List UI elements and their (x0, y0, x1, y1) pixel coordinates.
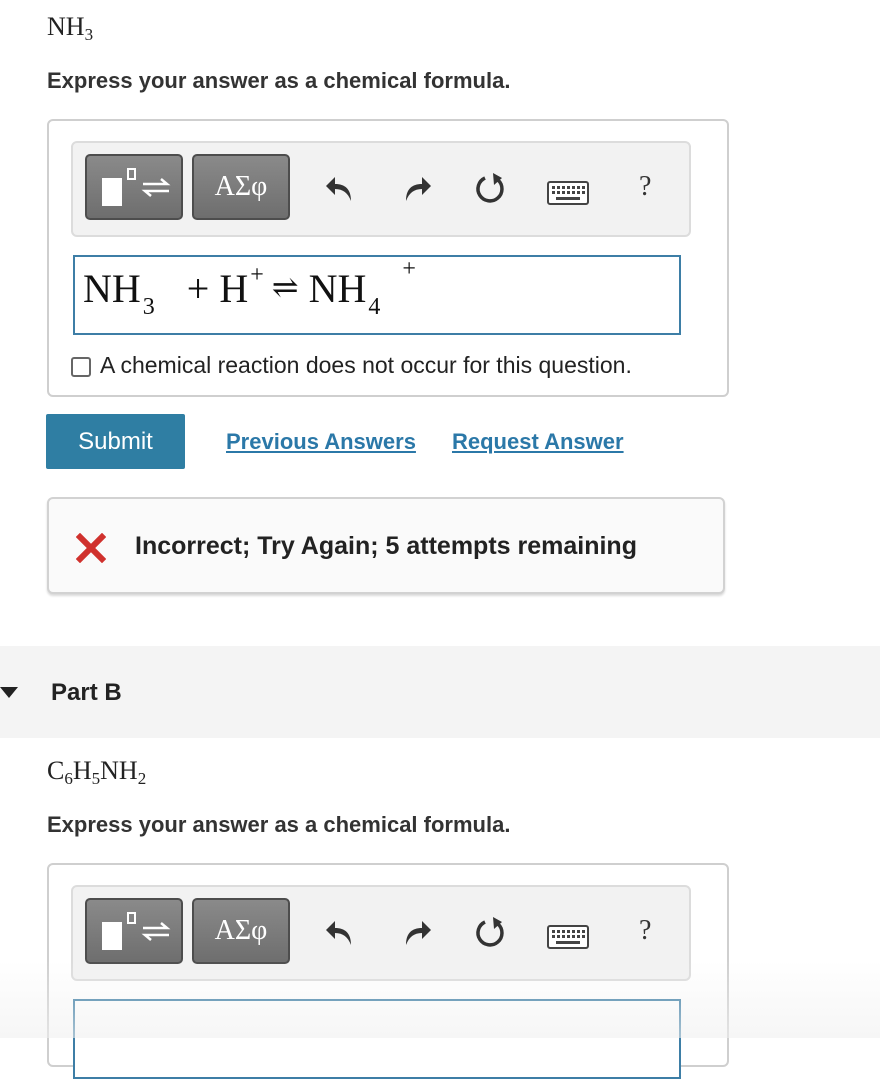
reactant-subscript: 3 (142, 294, 155, 320)
part-b-header[interactable] (0, 646, 880, 738)
reactant-text: NH (83, 266, 141, 311)
part-a-formula (47, 12, 93, 45)
feedback-panel (47, 497, 725, 594)
product-text: NH (308, 266, 367, 311)
reactant-charge: + (250, 262, 264, 288)
redo-icon[interactable] (398, 915, 434, 951)
formula-text: NH (47, 12, 85, 41)
product-nh4 (308, 256, 416, 320)
product-charge: + (402, 256, 416, 282)
formula-subscript: 3 (84, 25, 94, 44)
request-answer-link[interactable]: Request Answer (452, 429, 624, 454)
part-b-instruction: Express your answer as a chemical formula. (47, 812, 511, 837)
submit-button[interactable]: Submit (46, 414, 185, 469)
math-toolbar (71, 141, 691, 237)
reactant-text: H (219, 266, 249, 311)
plus-sign: + (186, 266, 210, 311)
template-button[interactable] (85, 898, 183, 964)
greek-symbols-button[interactable]: ΑΣφ (192, 154, 290, 220)
reactant-h-ion (219, 262, 264, 312)
help-icon[interactable]: ? (639, 171, 652, 202)
caret-down-icon[interactable] (0, 686, 18, 704)
product-subscript: 4 (368, 294, 381, 320)
answer-input[interactable] (73, 999, 681, 1079)
undo-icon[interactable] (323, 915, 359, 951)
previous-answers-link[interactable]: Previous Answers (226, 429, 416, 454)
formula-text: C (47, 756, 65, 785)
keyboard-icon[interactable] (547, 181, 589, 205)
formula-subscript: 2 (137, 769, 147, 788)
part-b-answer-area (47, 863, 729, 1067)
keyboard-icon[interactable] (547, 925, 589, 949)
no-reaction-label: A chemical reaction does not occur for this question. (100, 352, 632, 378)
part-b-formula (47, 756, 146, 789)
formula-subscript: 5 (91, 769, 101, 788)
template-button[interactable] (85, 154, 183, 220)
math-toolbar (71, 885, 691, 981)
incorrect-x-icon (76, 533, 106, 568)
greek-symbols-button[interactable]: ΑΣφ (192, 898, 290, 964)
help-icon[interactable]: ? (639, 915, 652, 946)
answer-input[interactable] (73, 255, 681, 335)
part-b-title: Part B (51, 679, 122, 706)
answer-reaction (83, 256, 416, 320)
part-a-answer-area (47, 119, 729, 397)
no-reaction-checkbox[interactable] (71, 357, 91, 377)
redo-icon[interactable] (398, 171, 434, 207)
part-a-instruction: Express your answer as a chemical formula. (47, 68, 511, 93)
feedback-message: Incorrect; Try Again; 5 attempts remaining (135, 532, 637, 560)
reset-icon[interactable] (473, 171, 509, 207)
undo-icon[interactable] (323, 171, 359, 207)
reactant-nh3 (83, 265, 155, 320)
formula-subscript: 6 (64, 769, 73, 788)
reset-icon[interactable] (473, 915, 509, 951)
formula-text: NH (100, 756, 138, 785)
formula-text: H (72, 756, 92, 785)
equilibrium-arrow: ⇌ (271, 269, 299, 305)
